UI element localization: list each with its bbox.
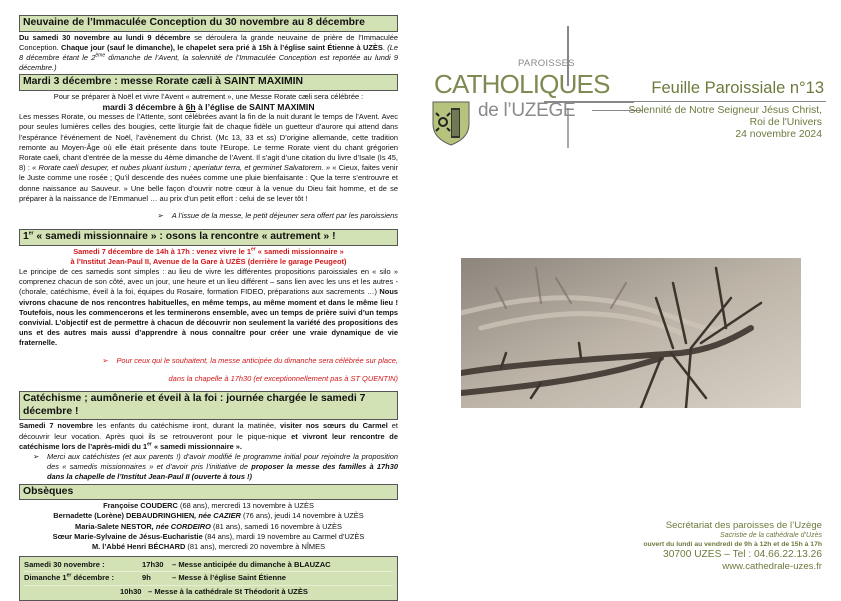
neuvaine-text bbox=[19, 33, 398, 74]
mass-time: 9h bbox=[142, 573, 151, 583]
deceased-details: (76 ans), jeudi 14 novembre à UZÈS bbox=[240, 511, 364, 521]
samedi-body-bold: Nous vivrons chacune de nos rencontres habituelles, en même temps, au même moment et dans le même lieu ! Toutefois, nous les commencerons et les terminerons ensemble, avec un temps de prière suivi d’un temps convivial. L’objectif est de permettre à chacun de découvrir non seulement la variété des propositions des uns et des autres mais aussi d’apprendre à nous connaître pour créer une vraie dynamique de vie fraternelle. bbox=[19, 287, 398, 348]
mass-row bbox=[24, 571, 393, 584]
neuvaine-note-sup: ème bbox=[95, 52, 106, 59]
samedi-body bbox=[19, 267, 398, 349]
mass-schedule bbox=[19, 556, 398, 601]
list-item bbox=[19, 522, 398, 532]
list-item bbox=[19, 511, 398, 521]
mass-desc: – Messe à l’église Saint Étienne bbox=[172, 573, 286, 583]
samedi-title-pre: 1 bbox=[23, 231, 29, 243]
catechisme-b3-pre: et vivront leur rencontre de catéchisme lors de l’après-midi du 1 bbox=[19, 431, 398, 451]
samedi-red1-post: « samedi missionnaire » bbox=[255, 246, 344, 256]
rorate-body bbox=[19, 112, 398, 204]
section-title-obseques: Obsèques bbox=[19, 484, 398, 501]
coat-of-arms-icon bbox=[431, 100, 471, 146]
samedi-title-sup: er bbox=[28, 230, 34, 237]
deceased-name: M. l’Abbé Henri BÉCHARD bbox=[91, 541, 186, 551]
page-title: Feuille Paroissiale n°13 bbox=[651, 79, 824, 97]
samedi-note-1 bbox=[19, 356, 398, 366]
mass-day-text: Dimanche 1 bbox=[24, 573, 67, 583]
left-column bbox=[19, 14, 398, 601]
samedi-note-1-text: Pour ceux qui le souhaitent, la messe anticipée du dimanche sera célébrée sur place, bbox=[116, 356, 398, 366]
mass-row bbox=[24, 585, 393, 598]
logo-catholiques: CATHOLIQUES bbox=[434, 69, 610, 99]
rorate-note-text: A l’issue de la messe, le petit déjeuner sera offert par les paroissiens bbox=[171, 211, 398, 221]
catechisme-b3-post: « samedi missionnaire ». bbox=[151, 441, 242, 451]
catechisme-t1: les enfants du catéchisme iront, durant la matinée, bbox=[92, 421, 280, 431]
mass-day-text: Samedi 30 novembre : bbox=[24, 560, 105, 570]
samedi-red1-sup: er bbox=[250, 246, 256, 253]
mass-time: 17h30 bbox=[142, 560, 164, 570]
neuvaine-chapelet: Chaque jour (sauf le dimanche), le chapelet sera prié à 15h à l’église saint Étienne à UZÈS bbox=[61, 42, 383, 52]
catechisme-note bbox=[19, 452, 398, 483]
list-item bbox=[19, 501, 398, 511]
mass-day-sup: er bbox=[66, 572, 72, 579]
samedi-note-2: dans la chapelle à 17h30 (et exceptionnellement pas à ST QUENTIN) bbox=[168, 373, 398, 383]
deceased-name: Sœur Marie-Sylvaine de Jésus-Eucharistie bbox=[52, 531, 203, 541]
list-item bbox=[19, 542, 398, 552]
secretariat-title: Secrétariat des paroisses de l’Uzège bbox=[665, 520, 822, 531]
mass-time: 10h30 bbox=[120, 586, 142, 596]
mass-desc: – Messe anticipée du dimanche à BLAUZAC bbox=[172, 560, 331, 570]
rorate-body-2: « Cieux, faites venir le Juste comme une rosée ; Qu’il descende des nuées comme une pluie bienfaisante : Que la terre s’entrouvre et donne naissance au Sauveur. » Une belle façon d’ouvrir notre cœur à la venue du Dieu fait homme, et de se préparer à la naissance de l’Emmanuel … au prix d’un petit effort : celui de se lever tôt ! bbox=[19, 163, 399, 203]
section-title-neuvaine: Neuvaine de l’Immaculée Conception du 30 novembre au 8 décembre bbox=[19, 15, 398, 32]
mass-row bbox=[24, 559, 393, 571]
list-item bbox=[19, 532, 398, 542]
mass-day bbox=[24, 572, 142, 584]
address-phone: 30700 UZES – Tel : 04.66.22.13.26 bbox=[663, 549, 822, 560]
rorate-date bbox=[19, 102, 398, 112]
secretariat-contact bbox=[590, 520, 822, 573]
mass-day-post: décembre : bbox=[71, 573, 115, 583]
mass-day bbox=[24, 559, 142, 571]
samedi-red-line-2: à l’Institut Jean-Paul II, Avenue de la Gare à UZÈS (derrière le garage Peugeot) bbox=[70, 256, 347, 266]
neuvaine-text-2: . bbox=[382, 42, 388, 52]
logo-paroisses: PAROISSES bbox=[518, 58, 575, 69]
rorate-body-1: Les messes Rorate, ou messes de l’Attente, sont célébrées avant la fin de la nuit durant le temps de l’Avent. Avec pour seules lumières celles des bougies, cette liturgie fait de chaque fidèle un guetteur d’aurore qui attend dans l’espérance l’événement de Noël, l’avènement du Christ. (Mc 13, 33 et ss) D’origine allemande, cette tradition remonte au Moyen-Âge où elle était présente dans toute l’Europe. Le terme Rorate vient du chant grégorien Rorate caeli, chant d’entrée de la messe du 4ème dimanche de l’Avent. Il s’agit d’une citation du livre d’Isaïe (Is 45, 8) : bbox=[19, 112, 398, 173]
rorate-note bbox=[19, 211, 398, 221]
samedi-red-line-1 bbox=[19, 247, 398, 257]
deceased-details: (81 ans), mercredi 20 novembre à NÎMES bbox=[185, 541, 326, 551]
arrow-bullet-icon: ➢ bbox=[157, 211, 164, 221]
catechisme-b1: Samedi 7 novembre bbox=[19, 421, 93, 431]
subtitle-line-1: Solennité de Notre Seigneur Jésus Christ, bbox=[628, 105, 822, 116]
rorate-date-pre: mardi 3 décembre à bbox=[102, 102, 186, 113]
samedi-title-post: « samedi missionnaire » : osons la rencontre « autrement » ! bbox=[33, 231, 336, 243]
catechisme-b3-sup: er bbox=[147, 441, 152, 448]
deceased-details: (81 ans), samedi 16 novembre à UZÈS bbox=[210, 521, 342, 531]
arrow-bullet-icon: ➢ bbox=[33, 451, 40, 461]
section-title-samedi bbox=[19, 229, 398, 246]
mass-day bbox=[24, 586, 120, 598]
subtitle-line-2: Roi de l'Univers bbox=[749, 117, 822, 129]
rorate-latin: « Rorate caeli desuper, et nubes pluant iustum ; aperiatur terra, et germinet Salvatorem. » bbox=[32, 163, 330, 173]
neuvaine-dates: Du samedi 30 novembre au lundi 9 décembre bbox=[19, 32, 191, 42]
deceased-name: Françoise COUDERC bbox=[103, 501, 178, 511]
crown-of-thorns-photo bbox=[461, 258, 801, 408]
logo-de-luzege: de l’UZEGE bbox=[478, 100, 576, 121]
title-divider bbox=[604, 101, 826, 102]
deceased-details: (68 ans), mercredi 13 novembre à UZÈS bbox=[177, 501, 314, 511]
website-link[interactable]: www.cathedrale-uzes.fr bbox=[722, 561, 822, 572]
catechisme-t2: et découvrir leur vocation. Après quoi ils se retrouveront pour le pique-nique bbox=[19, 421, 398, 441]
issue-date: 24 novembre 2024 bbox=[735, 129, 822, 141]
rorate-date-hour: 6h bbox=[185, 102, 196, 113]
catechisme-b2: visiter nos sœurs du Carmel bbox=[280, 421, 388, 431]
neuvaine-note-1: (Le 8 décembre étant le 2 bbox=[19, 42, 399, 62]
thorns-image-icon bbox=[461, 258, 801, 408]
deceased-name: Maria-Salete NESTOR bbox=[75, 521, 152, 531]
arrow-bullet-icon: ➢ bbox=[102, 356, 109, 366]
deceased-nee: , née CORDEIRO bbox=[151, 521, 211, 531]
rorate-intro: Pour se préparer à Noël et vivre l’Avent « autrement », une Messe Rorate cæli sera célébrée : bbox=[53, 91, 364, 101]
page-subtitle bbox=[600, 105, 822, 142]
section-title-catechisme: Catéchisme ; aumônerie et éveil à la foi : journée chargée le samedi 7 décembre ! bbox=[19, 391, 398, 420]
obseques-list bbox=[19, 501, 398, 552]
rorate-date-post: à l’église de SAINT MAXIMIN bbox=[195, 102, 315, 113]
neuvaine-note-2: dimanche de l’Avent, la solennité de l’Immaculée Conception est reportée au lundi 9 décembre.) bbox=[19, 52, 398, 73]
samedi-body-1: Le principe de ces samedis sont simples : au lieu de vivre les différentes propositions paroissiales en « silo » comprenez chacun de son côté, avec un jour, une heure et un lieu différent – sans lien avec les uns et les autres - (chorale, catéchisme, éveil à la foi, équipes du Rosaire, formation FIDEO, préparations aux sacrements …) bbox=[19, 267, 398, 297]
neuvaine-text-1: se déroulera la grande neuvaine de prière de l’Immaculée Conception. bbox=[19, 32, 398, 52]
deceased-nee: , née CAZIER bbox=[194, 511, 241, 521]
deceased-name: Bernadette (Lorène) DEBAUDRINGHIEN bbox=[53, 511, 195, 521]
section-title-rorate: Mardi 3 décembre : messe Rorate cæli à SAINT MAXIMIN bbox=[19, 74, 398, 91]
mass-desc: – Messe à la cathédrale St Théodorit à UZÈS bbox=[148, 586, 308, 596]
sacristie-line: Sacristie de la cathédrale d’Uzès bbox=[720, 532, 822, 539]
catechisme-body bbox=[19, 421, 398, 452]
catechisme-note-text bbox=[47, 452, 398, 483]
deceased-details: (84 ans), mardi 19 novembre au Carmel d’UZÈS bbox=[202, 531, 365, 541]
opening-hours: ouvert du lundi au vendredi de 9h à 12h et de 15h à 17h bbox=[643, 541, 822, 548]
catechisme-note-italic: Merci aux catéchistes (et aux parents !) d’avoir modifié le programme initial pour rejoindre la proposition des « samedis missionnaires » et d’avoir pris l’initiative de bbox=[47, 451, 398, 472]
catechisme-note-bold: proposer la messe des familles à 17h30 dans la chapelle de l’Institut Jean-Paul II (ouverte à tous !) bbox=[47, 462, 398, 482]
samedi-red1-pre: Samedi 7 décembre de 14h à 17h : venez vivre le 1 bbox=[73, 246, 251, 256]
